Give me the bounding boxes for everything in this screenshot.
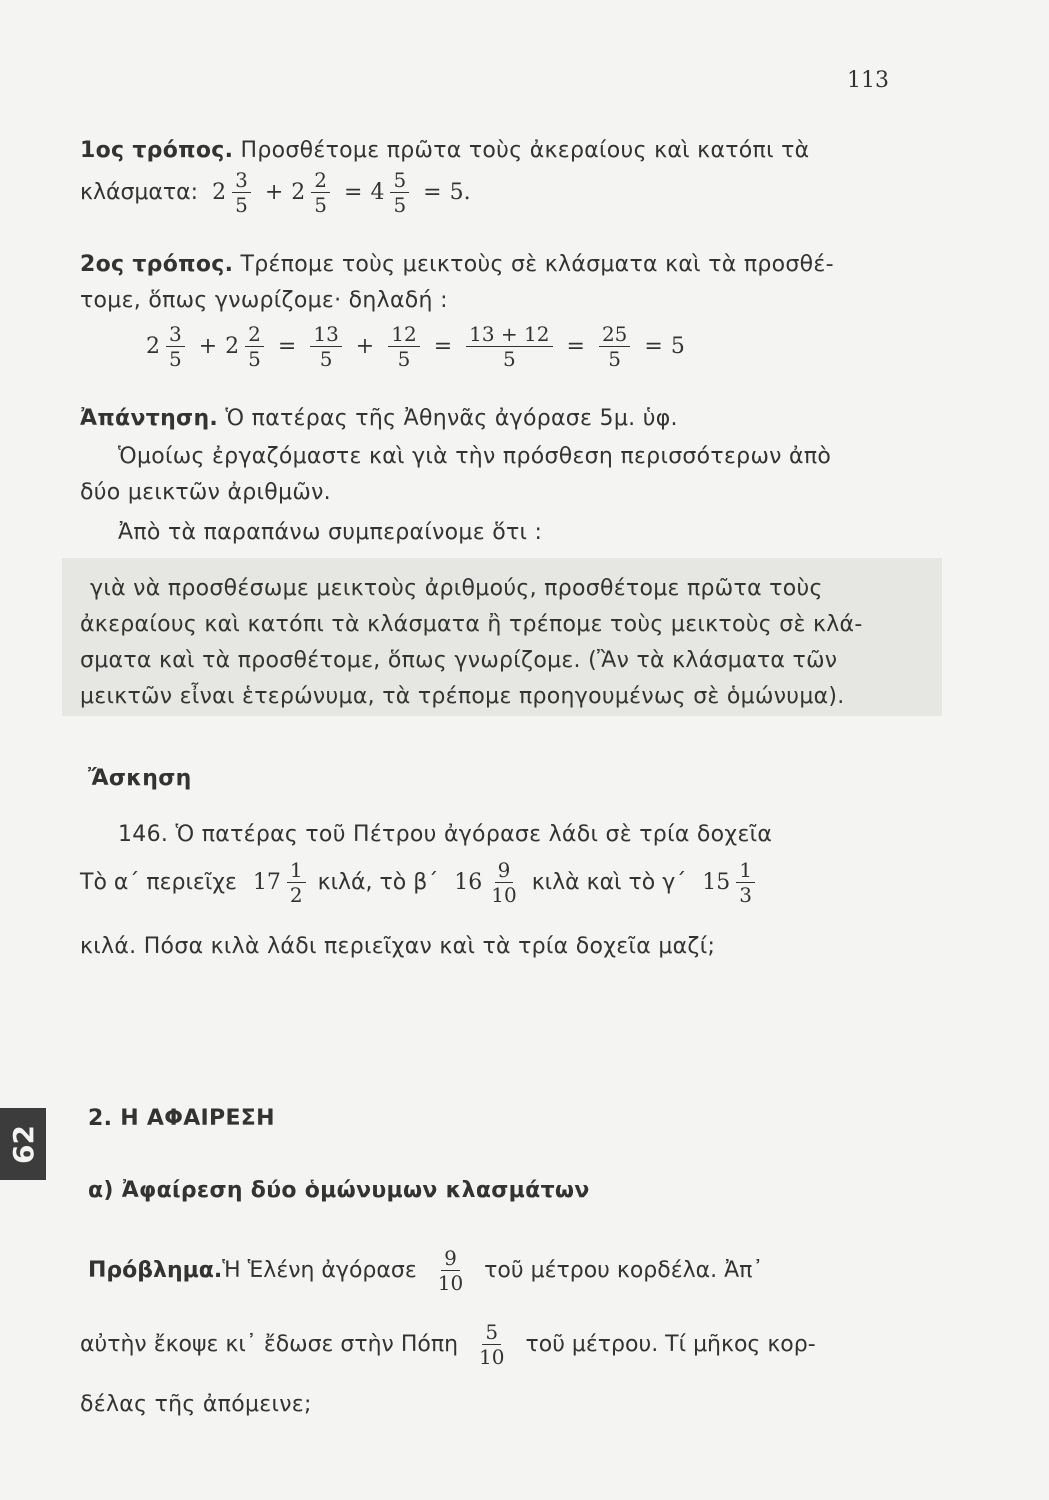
whole: 4 bbox=[370, 180, 385, 205]
whole: 2 bbox=[225, 334, 240, 359]
denominator: 5 bbox=[502, 347, 516, 371]
similar-line1: Ὁμοίως ἐργαζόμαστε καὶ γιὰ τὴν πρόσθεση περισσότερων ἀπὸ bbox=[118, 444, 832, 469]
numerator: 3 bbox=[232, 168, 251, 193]
method1-text1: Προσθέτομε πρῶτα τοὺς ἀκεραίους καὶ κατόπι τὰ bbox=[240, 138, 810, 163]
fraction bbox=[166, 322, 185, 371]
whole: 2 bbox=[291, 180, 306, 205]
method1-label: 1ος τρόπος. bbox=[80, 138, 234, 163]
page-number: 113 bbox=[847, 68, 889, 93]
numerator: 9 bbox=[495, 858, 514, 883]
answer-line bbox=[80, 404, 678, 434]
denominator: 5 bbox=[319, 347, 333, 371]
numerator: 25 bbox=[599, 322, 630, 347]
equals-sign: = bbox=[644, 334, 663, 359]
numerator: 3 bbox=[166, 322, 185, 347]
problem-text: τοῦ μέτρου. Τί μῆκος κορ- bbox=[525, 1332, 816, 1357]
section-subtitle: α) Ἀφαίρεση δύο ὁμώνυμων κλασμάτων bbox=[88, 1178, 590, 1203]
exercise-line1: 146. Ὁ πατέρας τοῦ Πέτρου ἀγόρασε λάδι σὲ τρία δοχεῖα bbox=[118, 822, 773, 847]
denominator: 5 bbox=[235, 193, 248, 217]
whole: 2 bbox=[212, 180, 227, 205]
fraction bbox=[388, 322, 419, 371]
exercise-line3: κιλά. Πόσα κιλὰ λάδι περιεῖχαν καὶ τὰ τρία δοχεῖα μαζί; bbox=[80, 934, 716, 959]
numerator: 5 bbox=[482, 1320, 501, 1345]
fraction bbox=[476, 1320, 507, 1369]
equals-sign: = bbox=[277, 334, 297, 359]
method1-text2: κλάσματα: bbox=[80, 180, 199, 205]
problem-line3: δέλας τῆς ἀπόμεινε; bbox=[80, 1392, 312, 1417]
numerator: 1 bbox=[736, 858, 755, 883]
method2-line1 bbox=[80, 250, 834, 280]
rule-line1: γιὰ νὰ προσθέσωμε μεικτοὺς ἀριθμούς, προσθέτομε πρῶτα τοὺς bbox=[90, 576, 823, 601]
denominator: 5 bbox=[393, 193, 407, 217]
plus-sign: + bbox=[264, 180, 284, 205]
numerator: 13 bbox=[310, 322, 341, 347]
fraction bbox=[435, 1246, 466, 1295]
whole: 15 bbox=[702, 870, 731, 895]
rule-line3: σματα καὶ τὰ προσθέτομε, ὅπως γνωρίζομε. (Ἂν τὰ κλάσματα τῶν bbox=[80, 648, 838, 673]
denominator: 10 bbox=[437, 1271, 464, 1295]
equals-sign: = bbox=[566, 334, 585, 359]
fraction bbox=[736, 858, 755, 907]
problem-text: τοῦ μέτρου κορδέλα. Ἀπ᾽ bbox=[484, 1258, 764, 1283]
exercise-heading: Ἄσκηση bbox=[88, 766, 192, 791]
numerator: 2 bbox=[245, 322, 264, 347]
method2-text2: τομε, ὅπως γνωρίζομε· δηλαδή : bbox=[80, 288, 448, 313]
denominator: 5 bbox=[314, 193, 327, 217]
problem-label: Πρόβλημα. bbox=[88, 1258, 223, 1283]
plus-sign: + bbox=[198, 334, 218, 359]
exercise-text: κιλά, τὸ β΄ bbox=[317, 870, 439, 895]
fraction bbox=[232, 168, 251, 217]
denominator: 2 bbox=[289, 883, 303, 907]
similar-line2: δύο μεικτῶν ἀριθμῶν. bbox=[80, 480, 331, 505]
problem-text: αὐτὴν ἔκοψε κι᾽ ἔδωσε στὴν Πόπη bbox=[80, 1332, 459, 1357]
method1-line1 bbox=[80, 136, 809, 166]
whole: 16 bbox=[454, 870, 483, 895]
exercise-text: κιλὰ καὶ τὸ γ΄ bbox=[531, 870, 687, 895]
whole: 17 bbox=[252, 870, 281, 895]
rule-line2: ἀκεραίους καὶ κατόπι τὰ κλάσματα ἢ τρέπομε τοὺς μεικτοὺς σὲ κλά- bbox=[80, 612, 863, 637]
chapter-tab bbox=[0, 1108, 46, 1180]
equals-sign: = bbox=[423, 180, 442, 205]
denominator: 10 bbox=[479, 1345, 505, 1369]
denominator: 3 bbox=[739, 883, 753, 907]
fraction bbox=[311, 168, 330, 217]
answer-label: Ἀπάντηση. bbox=[80, 406, 219, 431]
fraction bbox=[488, 858, 519, 907]
denominator: 5 bbox=[608, 347, 622, 371]
numerator: 12 bbox=[388, 322, 419, 347]
numerator: 9 bbox=[441, 1246, 460, 1271]
section-title: 2. Η ΑΦΑΙΡΕΣΗ bbox=[88, 1106, 275, 1131]
method2-text1: Τρέπομε τοὺς μεικτοὺς σὲ κλάσματα καὶ τὰ προσθέ- bbox=[240, 252, 834, 277]
problem-line2 bbox=[80, 1320, 816, 1369]
method2-equation bbox=[146, 322, 685, 371]
equals-sign: = bbox=[433, 334, 453, 359]
whole: 2 bbox=[146, 334, 160, 359]
problem-text: Ἡ Ἑλένη ἀγόρασε bbox=[222, 1258, 417, 1283]
result: 5. bbox=[449, 180, 471, 205]
numerator: 5 bbox=[390, 168, 409, 193]
fraction bbox=[390, 168, 409, 217]
numerator: 13 + 12 bbox=[466, 322, 552, 347]
fraction bbox=[310, 322, 341, 371]
equals-sign: = bbox=[344, 180, 363, 205]
fraction bbox=[245, 322, 264, 371]
chapter-tab-label: 62 bbox=[6, 1124, 40, 1164]
method1-equation bbox=[80, 168, 471, 217]
result: 5 bbox=[670, 334, 685, 359]
denominator: 5 bbox=[169, 347, 182, 371]
denominator: 5 bbox=[397, 347, 411, 371]
exercise-text: Τὸ α΄ περιεῖχε bbox=[80, 870, 237, 895]
exercise-line2 bbox=[80, 858, 761, 907]
fraction bbox=[287, 858, 306, 907]
rule-line4: μεικτῶν εἶναι ἑτερώνυμα, τὰ τρέπομε προηγουμένως σὲ ὁμώνυμα). bbox=[80, 684, 845, 709]
method2-label: 2ος τρόπος. bbox=[80, 252, 234, 277]
fraction bbox=[466, 322, 552, 371]
plus-sign: + bbox=[355, 334, 375, 359]
conclusion-intro: Ἀπὸ τὰ παραπάνω συμπεραίνομε ὅτι : bbox=[118, 520, 543, 545]
numerator: 2 bbox=[311, 168, 330, 193]
denominator: 10 bbox=[491, 883, 517, 907]
problem-line1 bbox=[88, 1246, 763, 1295]
answer-text: Ὁ πατέρας τῆς Ἀθηνᾶς ἀγόρασε 5μ. ὑφ. bbox=[225, 406, 678, 431]
fraction bbox=[599, 322, 630, 371]
numerator: 1 bbox=[287, 858, 306, 883]
denominator: 5 bbox=[248, 347, 261, 371]
